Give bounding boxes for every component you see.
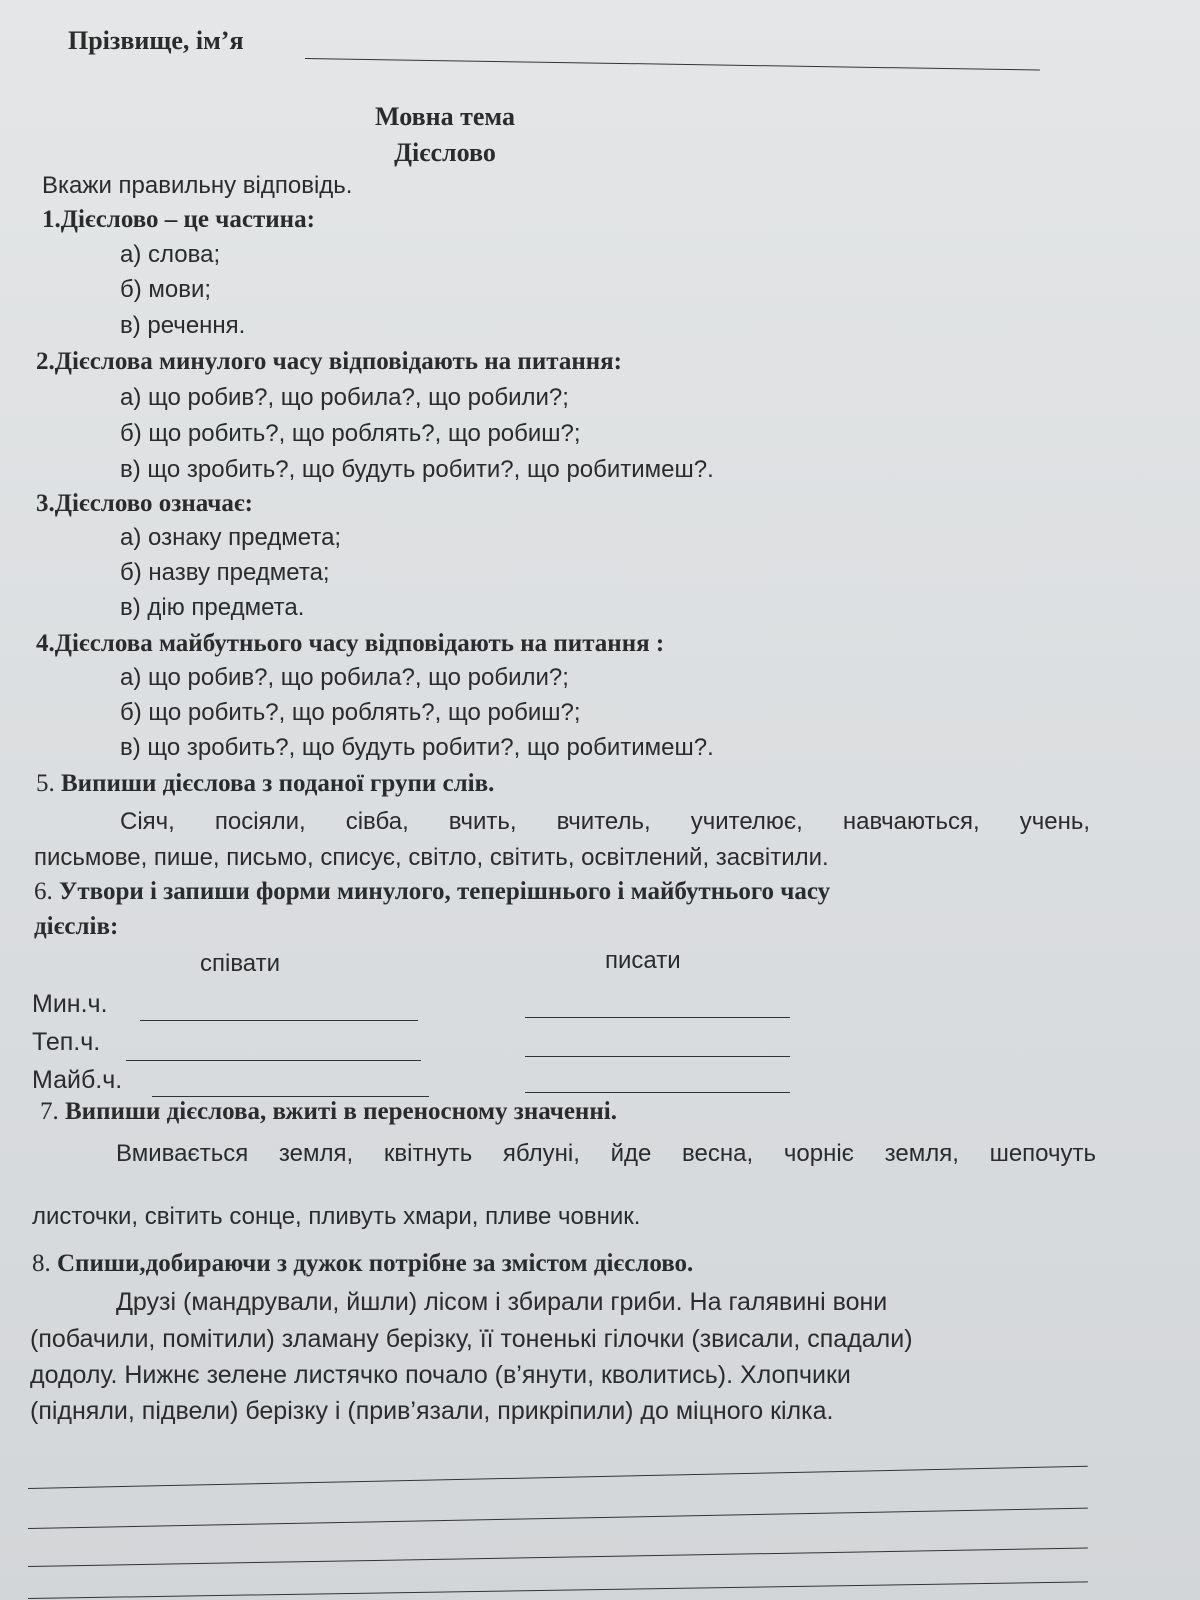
q5-heading (36, 770, 494, 798)
q6-row-present: Теп.ч. (32, 1028, 101, 1056)
q6-verb-spivaty: співати (200, 950, 281, 977)
q3-option-c[interactable]: в) дію предмета. (120, 594, 305, 621)
q5-number: 5. (36, 770, 55, 797)
page-title: Дієслово (394, 138, 496, 167)
q6-row-future: Майб.ч. (32, 1066, 123, 1094)
instruction-text: Вкажи правильну відповідь. (42, 172, 353, 199)
name-label: Прізвище, ім’я (68, 26, 244, 55)
q6-past-spivaty-blank[interactable] (140, 1020, 418, 1021)
q8-text-line2: (побачили, помітили) зламану берізку, її тоненькі гілочки (звисали, спадали) (30, 1325, 913, 1353)
q6-verb-pysaty: писати (605, 947, 681, 974)
q7-number: 7. (40, 1098, 59, 1125)
q6-present-spivaty-blank[interactable] (126, 1060, 421, 1061)
q6-row-past: Мин.ч. (32, 990, 108, 1018)
q8-answer-line-4[interactable] (28, 1581, 1088, 1599)
q3-option-a[interactable]: а) ознаку предмета; (120, 524, 342, 551)
topic-heading: Мовна тема (375, 102, 515, 131)
q7-heading (40, 1098, 617, 1126)
q8-number: 8. (32, 1250, 51, 1277)
q2-option-a[interactable]: а) що робив?, що робила?, що робили?; (120, 384, 569, 411)
q5-words-line2: письмове, пише, письмо, списує, світло, світить, освітлений, засвітили. (34, 844, 829, 871)
q6-past-pysaty-blank[interactable] (525, 1017, 790, 1018)
q8-answer-line-3[interactable] (28, 1548, 1088, 1567)
q1-option-b[interactable]: б) мови; (120, 276, 212, 303)
name-answer-line[interactable] (305, 58, 1040, 71)
q6-number: 6. (34, 878, 53, 905)
q8-title: Спиши,добираючи з дужок потрібне за змістом дієслово. (57, 1250, 694, 1277)
q5-title: Випиши дієслова з поданої групи слів. (61, 770, 495, 797)
q8-text-line1: Друзі (мандрували, йшли) лісом і збирали гриби. На галявині вони (116, 1288, 888, 1316)
q8-text-line4: (підняли, підвели) берізку і (прив’язали, прикріпили) до міцного кілка. (30, 1397, 834, 1425)
q2-title: 2.Дієслова минулого часу відповідають на питання: (36, 348, 622, 375)
q7-text-line1: Вмивається земля, квітнуть яблуні, йде весна, чорніє земля, шепочуть (116, 1140, 1096, 1167)
q6-title-line2: дієслів: (34, 913, 119, 940)
q6-future-pysaty-blank[interactable] (525, 1092, 790, 1093)
q3-option-b[interactable]: б) назву предмета; (120, 559, 330, 586)
q7-title: Випиши дієслова, вжиті в переносному значенні. (65, 1098, 617, 1125)
q2-option-c[interactable]: в) що зробить?, що будуть робити?, що робитимеш?. (120, 456, 714, 483)
q8-text-line3: додолу. Нижнє зелене листячко почало (в’янути, кволитись). Хлопчики (30, 1361, 851, 1389)
q2-option-b[interactable]: б) що робить?, що роблять?, що робиш?; (120, 420, 581, 447)
q5-words-line1: Сіяч, посіяли, сівба, вчить, вчитель, учителює, навчаються, учень, (120, 808, 1090, 835)
q1-option-a[interactable]: а) слова; (120, 241, 221, 268)
q1-title: 1.Дієслово – це частина: (42, 206, 315, 233)
q6-heading-line1 (34, 878, 830, 906)
q1-option-c[interactable]: в) речення. (120, 312, 246, 339)
q4-option-c[interactable]: в) що зробить?, що будуть робити?, що робитимеш?. (120, 734, 714, 761)
q8-answer-line-1[interactable] (28, 1466, 1088, 1489)
q6-present-pysaty-blank[interactable] (525, 1056, 790, 1057)
q4-title: 4.Дієслова майбутнього часу відповідають на питання : (36, 630, 665, 657)
q8-answer-line-2[interactable] (28, 1508, 1088, 1529)
q7-text-line2: листочки, світить сонце, пливуть хмари, пливе човник. (32, 1203, 641, 1230)
q6-future-spivaty-blank[interactable] (152, 1096, 429, 1097)
q3-title: 3.Дієслово означає: (36, 490, 253, 517)
q4-option-b[interactable]: б) що робить?, що роблять?, що робиш?; (120, 699, 581, 726)
q8-heading (32, 1250, 693, 1278)
q6-title: Утвори і запиши форми минулого, теперішнього і майбутнього часу (59, 878, 831, 905)
q4-option-a[interactable]: а) що робив?, що робила?, що робили?; (120, 664, 569, 691)
